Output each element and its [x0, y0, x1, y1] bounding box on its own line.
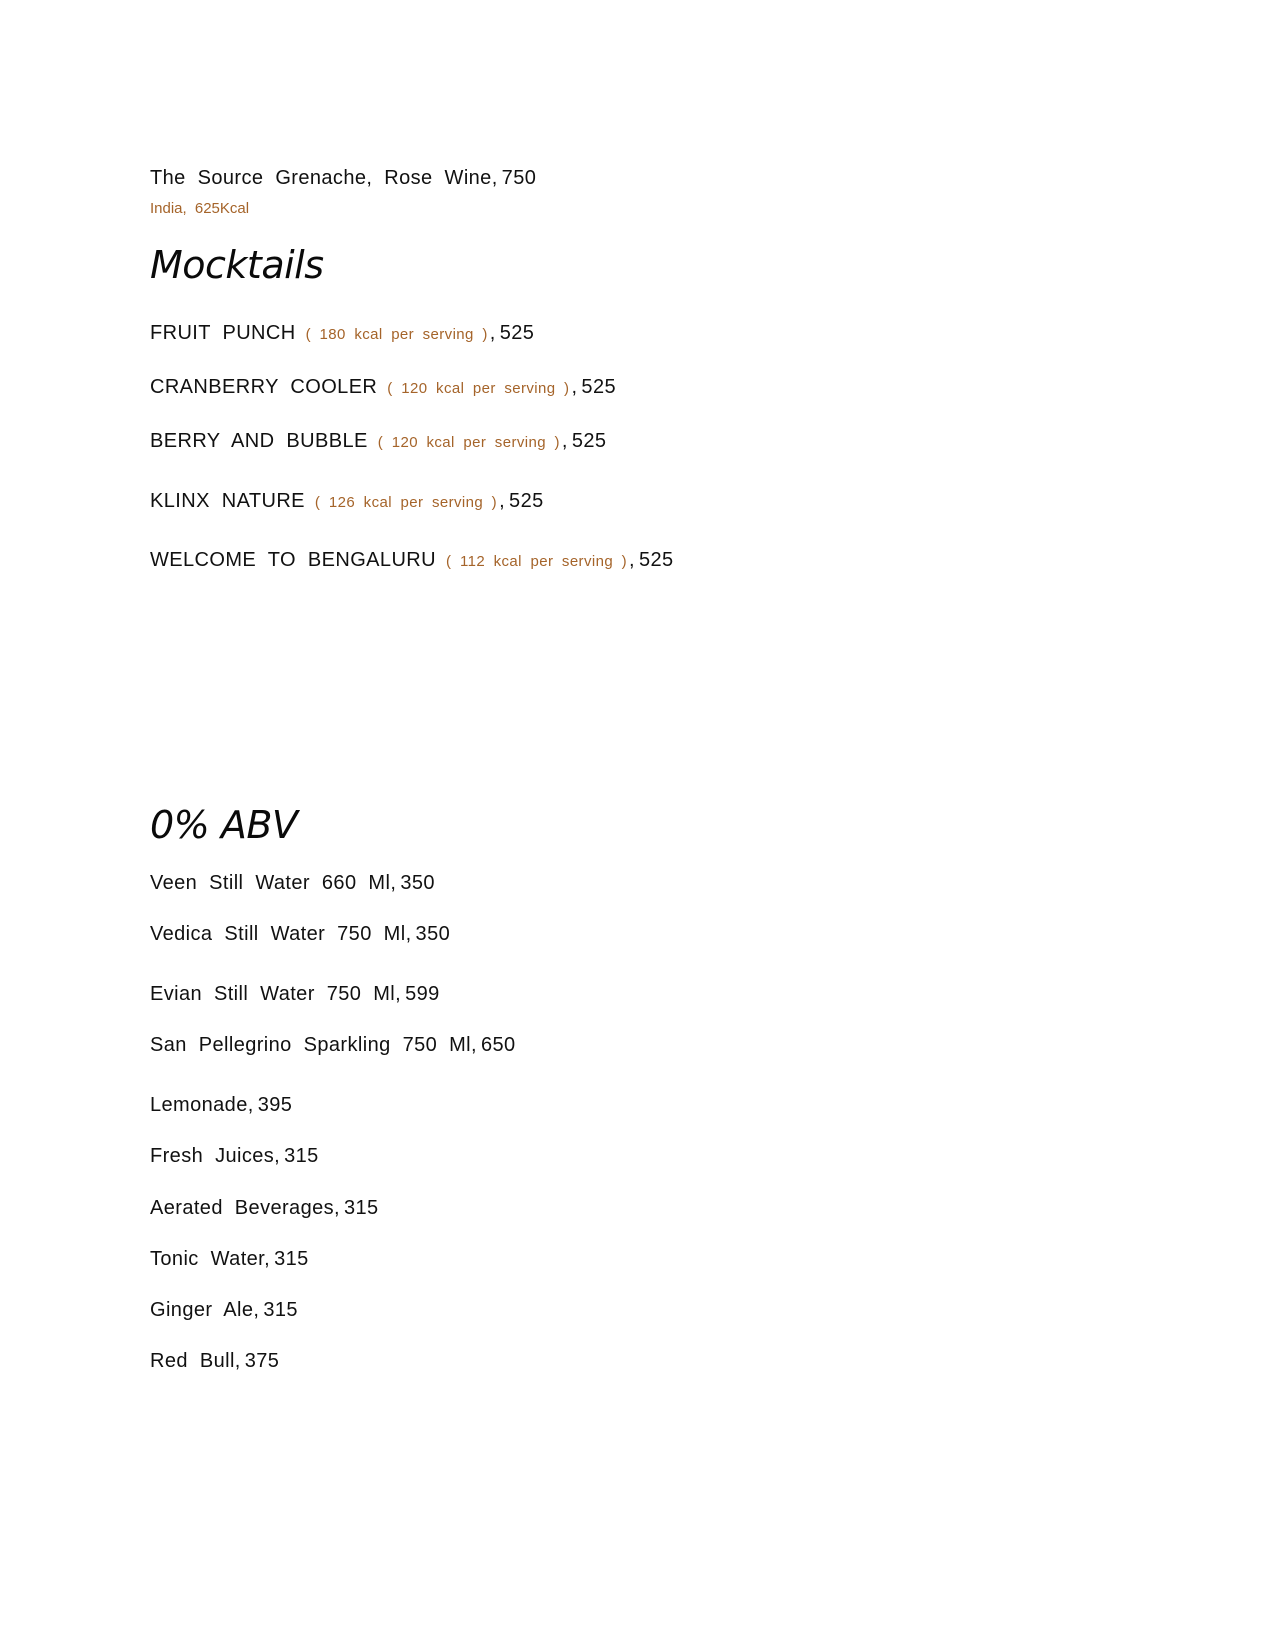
item-name: FRUIT PUNCH	[150, 322, 296, 344]
list-item: Vedica Still Water 750 Ml, 350	[150, 923, 451, 945]
list-item: KLINX NATURE ( 126 kcal per serving ) , 525	[150, 490, 544, 512]
item-kcal: ( 126 kcal per serving )	[314, 494, 498, 511]
list-item: Ginger Ale, 315	[150, 1299, 298, 1321]
item-price: 350	[415, 923, 451, 945]
item-kcal: ( 112 kcal per serving )	[445, 553, 628, 570]
list-item: Tonic Water, 315	[150, 1248, 309, 1270]
item-price: 525	[571, 430, 607, 452]
item-price: 525	[581, 376, 616, 398]
section-heading-mocktails: Mocktails	[150, 243, 324, 287]
item-name: Fresh Juices	[150, 1145, 275, 1167]
item-name: Vedica Still Water 750 Ml	[150, 923, 406, 945]
item-price: 375	[244, 1350, 280, 1372]
list-item: Fresh Juices, 315	[150, 1145, 319, 1167]
item-name: WELCOME TO BENGALURU	[150, 549, 436, 571]
item-kcal: ( 120 kcal per serving )	[377, 434, 560, 451]
item-price: 315	[274, 1248, 309, 1270]
item-name: The Source Grenache, Rose Wine	[150, 167, 492, 189]
item-price: 525	[499, 322, 535, 344]
item-price: 525	[639, 549, 674, 571]
item-kcal: ( 180 kcal per serving )	[305, 326, 488, 343]
item-kcal: ( 120 kcal per serving )	[387, 380, 570, 397]
item-price: 350	[400, 872, 435, 894]
item-name: BERRY AND BUBBLE	[150, 430, 368, 452]
item-price: 395	[257, 1094, 293, 1116]
list-item: Lemonade, 395	[150, 1094, 293, 1116]
item-price: 315	[344, 1197, 379, 1219]
item-name: Aerated Beverages	[150, 1197, 335, 1219]
item-name: KLINX NATURE	[150, 490, 305, 512]
item-price: 599	[405, 983, 440, 1005]
list-item: Evian Still Water 750 Ml, 599	[150, 983, 440, 1005]
list-item: CRANBERRY COOLER ( 120 kcal per serving ) , 525	[150, 376, 616, 398]
list-item: BERRY AND BUBBLE ( 120 kcal per serving ) , 525	[150, 430, 607, 452]
item-price: 315	[284, 1145, 319, 1167]
wine-item: The Source Grenache, Rose Wine, 750	[150, 167, 537, 189]
item-name: Tonic Water	[150, 1248, 265, 1270]
item-name: Veen Still Water 660 Ml	[150, 872, 391, 894]
section-heading-abv: 0% ABV	[150, 803, 298, 847]
list-item: San Pellegrino Sparkling 750 Ml, 650	[150, 1034, 516, 1056]
list-item: Veen Still Water 660 Ml, 350	[150, 872, 435, 894]
item-name: Ginger Ale	[150, 1299, 254, 1321]
list-item: Aerated Beverages, 315	[150, 1197, 379, 1219]
item-name: Lemonade	[150, 1094, 248, 1116]
item-price: 315	[263, 1299, 298, 1321]
item-name: Evian Still Water 750 Ml	[150, 983, 396, 1005]
item-name: Red Bull	[150, 1350, 235, 1372]
list-item: FRUIT PUNCH ( 180 kcal per serving ) , 525	[150, 322, 535, 344]
item-price: 650	[480, 1034, 516, 1056]
list-item: WELCOME TO BENGALURU ( 112 kcal per serving ) , 525	[150, 549, 674, 571]
wine-origin: India, 625Kcal	[150, 200, 250, 217]
list-item: Red Bull, 375	[150, 1350, 280, 1372]
item-price: 525	[509, 490, 544, 512]
item-name: CRANBERRY COOLER	[150, 376, 378, 398]
item-name: San Pellegrino Sparkling 750 Ml	[150, 1034, 472, 1056]
item-price: 750	[501, 167, 537, 189]
